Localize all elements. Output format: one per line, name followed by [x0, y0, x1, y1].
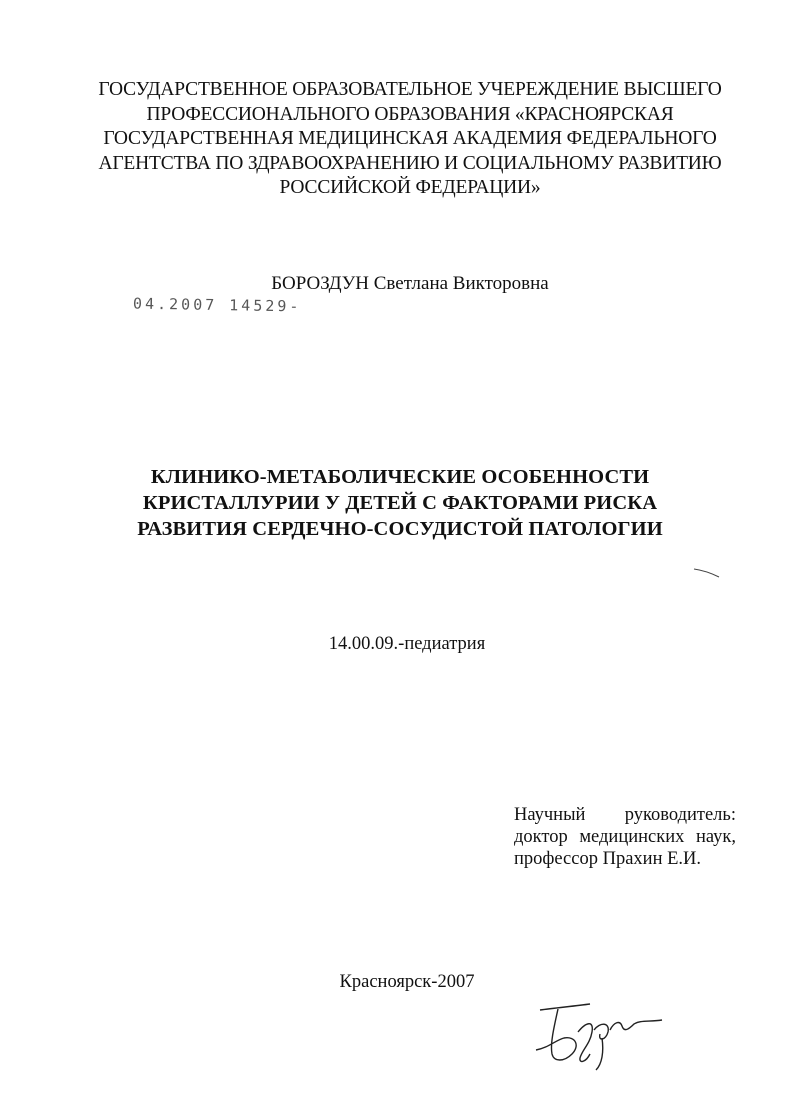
handwritten-signature [530, 992, 670, 1072]
institution-line: РОССИЙСКОЙ ФЕДЕРАЦИИ» [279, 177, 541, 198]
institution-line: ПРОФЕССИОНАЛЬНОГО ОБРАЗОВАНИЯ «КРАСНОЯРСКАЯ [146, 103, 674, 125]
thesis-title-line: КРИСТАЛЛУРИИ У ДЕТЕЙ С ФАКТОРАМИ РИСКА [142, 492, 658, 514]
thesis-title-line: РАЗВИТИЯ СЕРДЕЧНО-СОСУДИСТОЙ ПАТОЛОГИИ [137, 518, 663, 540]
author-name: БОРОЗДУН Светлана Викторовна [271, 273, 549, 294]
library-stamp: 04.2007 14529- [132, 294, 302, 316]
institution-line: АГЕНТСТВА ПО ЗДРАВООХРАНЕНИЮ И СОЦИАЛЬНОМУ РАЗВИТИЮ [98, 152, 722, 174]
supervisor-block [514, 804, 736, 870]
institution-line: ГОСУДАРСТВЕННАЯ МЕДИЦИНСКАЯ АКАДЕМИЯ ФЕДЕРАЛЬНОГО [103, 128, 717, 149]
pen-mark [693, 566, 723, 580]
supervisor-name: профессор Прахин Е.И. [514, 849, 702, 869]
specialty-code: 14.00.09.-педиатрия [328, 634, 486, 654]
institution-line: ГОСУДАРСТВЕННОЕ ОБРАЗОВАТЕЛЬНОЕ УЧЕРЕЖДЕНИЕ ВЫСШЕГО [98, 79, 722, 100]
thesis-title [40, 464, 760, 542]
supervisor-degree: доктор медицинских наук, [514, 827, 736, 847]
institution-header [60, 78, 760, 201]
supervisor-label: Научный руководитель: [514, 805, 736, 825]
place-year: Красноярск-2007 [339, 972, 475, 992]
thesis-title-line: КЛИНИКО-МЕТАБОЛИЧЕСКИЕ ОСОБЕННОСТИ [150, 466, 650, 488]
